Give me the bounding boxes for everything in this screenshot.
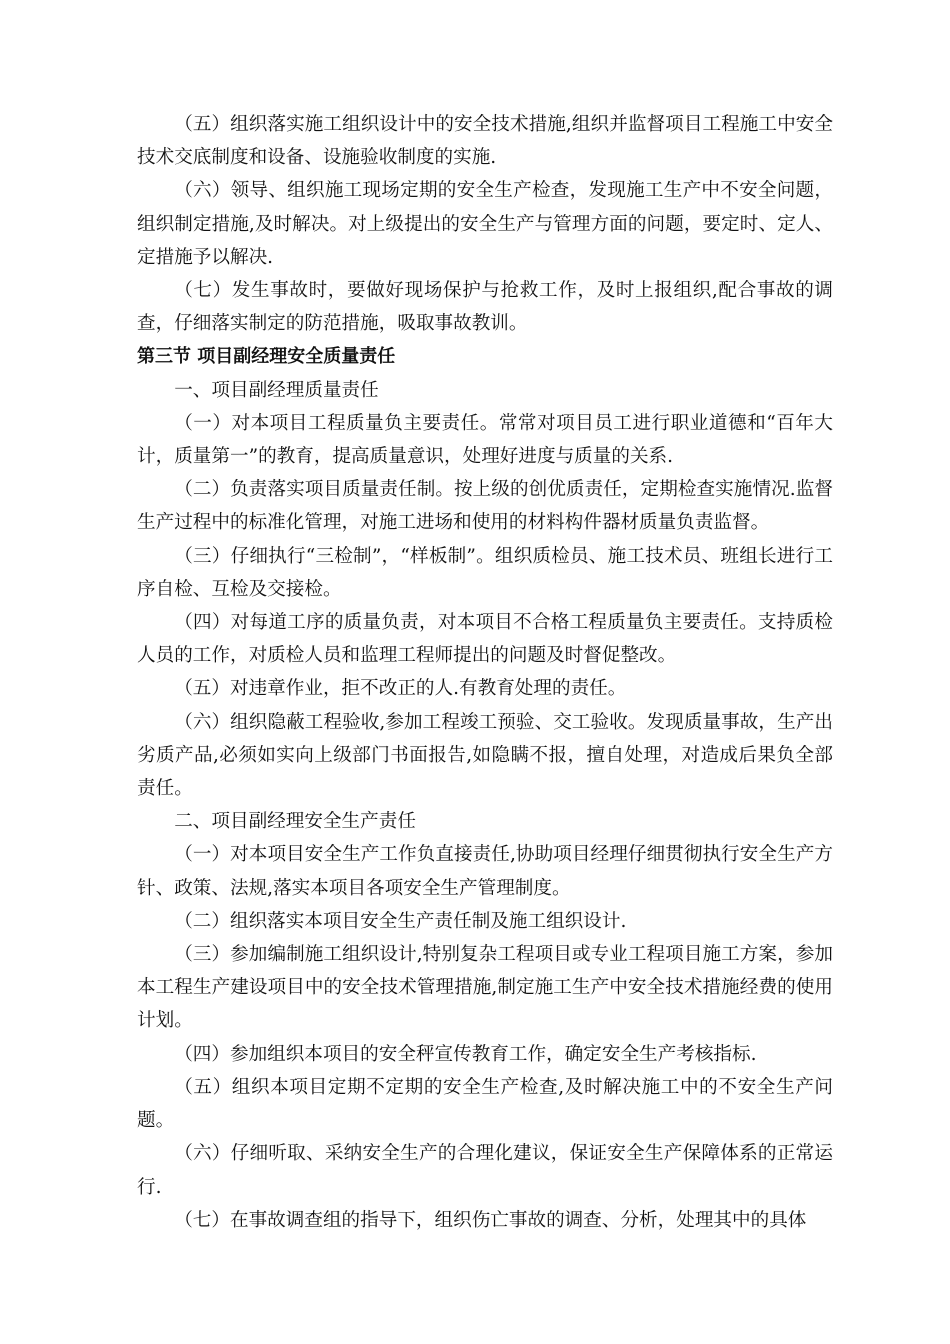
paragraph-clause-7: （七）发生事故时，要做好现场保护与抢救工作，及时上报组织,配合事故的调查，仔细落实制定的防范措施，吸取事故教训。 (137, 280, 833, 335)
paragraph-quality-6: （六）组织隐蔽工程验收,参加工程竣工预验、交工验收。发现质量事故，生产出劣质产品,必须如实向上级部门书面报告,如隐瞒不报，擅自处理，对造成后果负全部责任。 (137, 711, 833, 800)
paragraph-safety-4: （四）参加组织本项目的安全秤宣传教育工作，确定安全生产考核指标. (174, 1043, 757, 1065)
paragraph-safety-3: （三）参加编制施工组织设计,特别复杂工程项目或专业工程项目施工方案，参加本工程生产建设项目中的安全技术管理措施,制定施工生产中安全技术措施经费的使用计划。 (137, 944, 833, 1032)
paragraph-safety-5: （五）组织本项目定期不定期的安全生产检查,及时解决施工中的不安全生产问题。 (137, 1076, 833, 1132)
paragraph-safety-7: （七）在事故调查组的指导下，组织伤亡事故的调查、分析，处理其中的具体 (174, 1209, 807, 1231)
paragraph-clause-6: （六）领导、组织施工现场定期的安全生产检查，发现施工生产中不安全问题，组织制定措施,及时解决。对上级提出的安全生产与管理方面的问题，要定时、定人、定措施予以解决. (137, 180, 833, 268)
paragraph-safety-1: （一）对本项目安全生产工作负直接责任,协助项目经理仔细贯彻执行安全生产方针、政策、法规,落实本项目各项安全生产管理制度。 (137, 844, 833, 899)
paragraph-safety-6: （六）仔细听取、采纳安全生产的合理化建议，保证安全生产保障体系的正常运行. (137, 1143, 833, 1198)
section-heading: 第三节 项目副经理安全质量责任 (137, 346, 396, 368)
paragraph-quality-5: （五）对违章作业，拒不改正的人.有教育处理的责任。 (174, 678, 627, 700)
document-page (137, 108, 833, 1237)
subheading-quality-responsibility: 一、项目副经理质量责任 (174, 379, 379, 401)
paragraph-safety-2: （二）组织落实本项目安全生产责任制及施工组织设计. (174, 910, 627, 932)
paragraph-quality-2: （二）负责落实项目质量责任制。按上级的创优质责任，定期检查实施情况.监督生产过程中的标准化管理，对施工进场和使用的材料构件器材质量负责监督。 (137, 479, 833, 534)
subheading-safety-responsibility: 二、项目副经理安全生产责任 (174, 811, 416, 833)
paragraph-quality-3: （三）仔细执行“三检制”，“样板制”。组织质检员、施工技术员、班组长进行工序自检、互检及交接检。 (137, 545, 833, 600)
paragraph-clause-5: （五）组织落实施工组织设计中的安全技术措施,组织并监督项目工程施工中安全技术交底制度和设备、设施验收制度的实施. (137, 114, 833, 169)
paragraph-quality-1: （一）对本项目工程质量负主要责任。常常对项目员工进行职业道德和“百年大计，质量第一”的教育，提高质量意识，处理好进度与质量的关系. (137, 412, 833, 468)
paragraph-quality-4: （四）对每道工序的质量负责，对本项目不合格工程质量负主要责任。支持质检人员的工作，对质检人员和监理工程师提出的问题及时督促整改。 (137, 612, 833, 667)
